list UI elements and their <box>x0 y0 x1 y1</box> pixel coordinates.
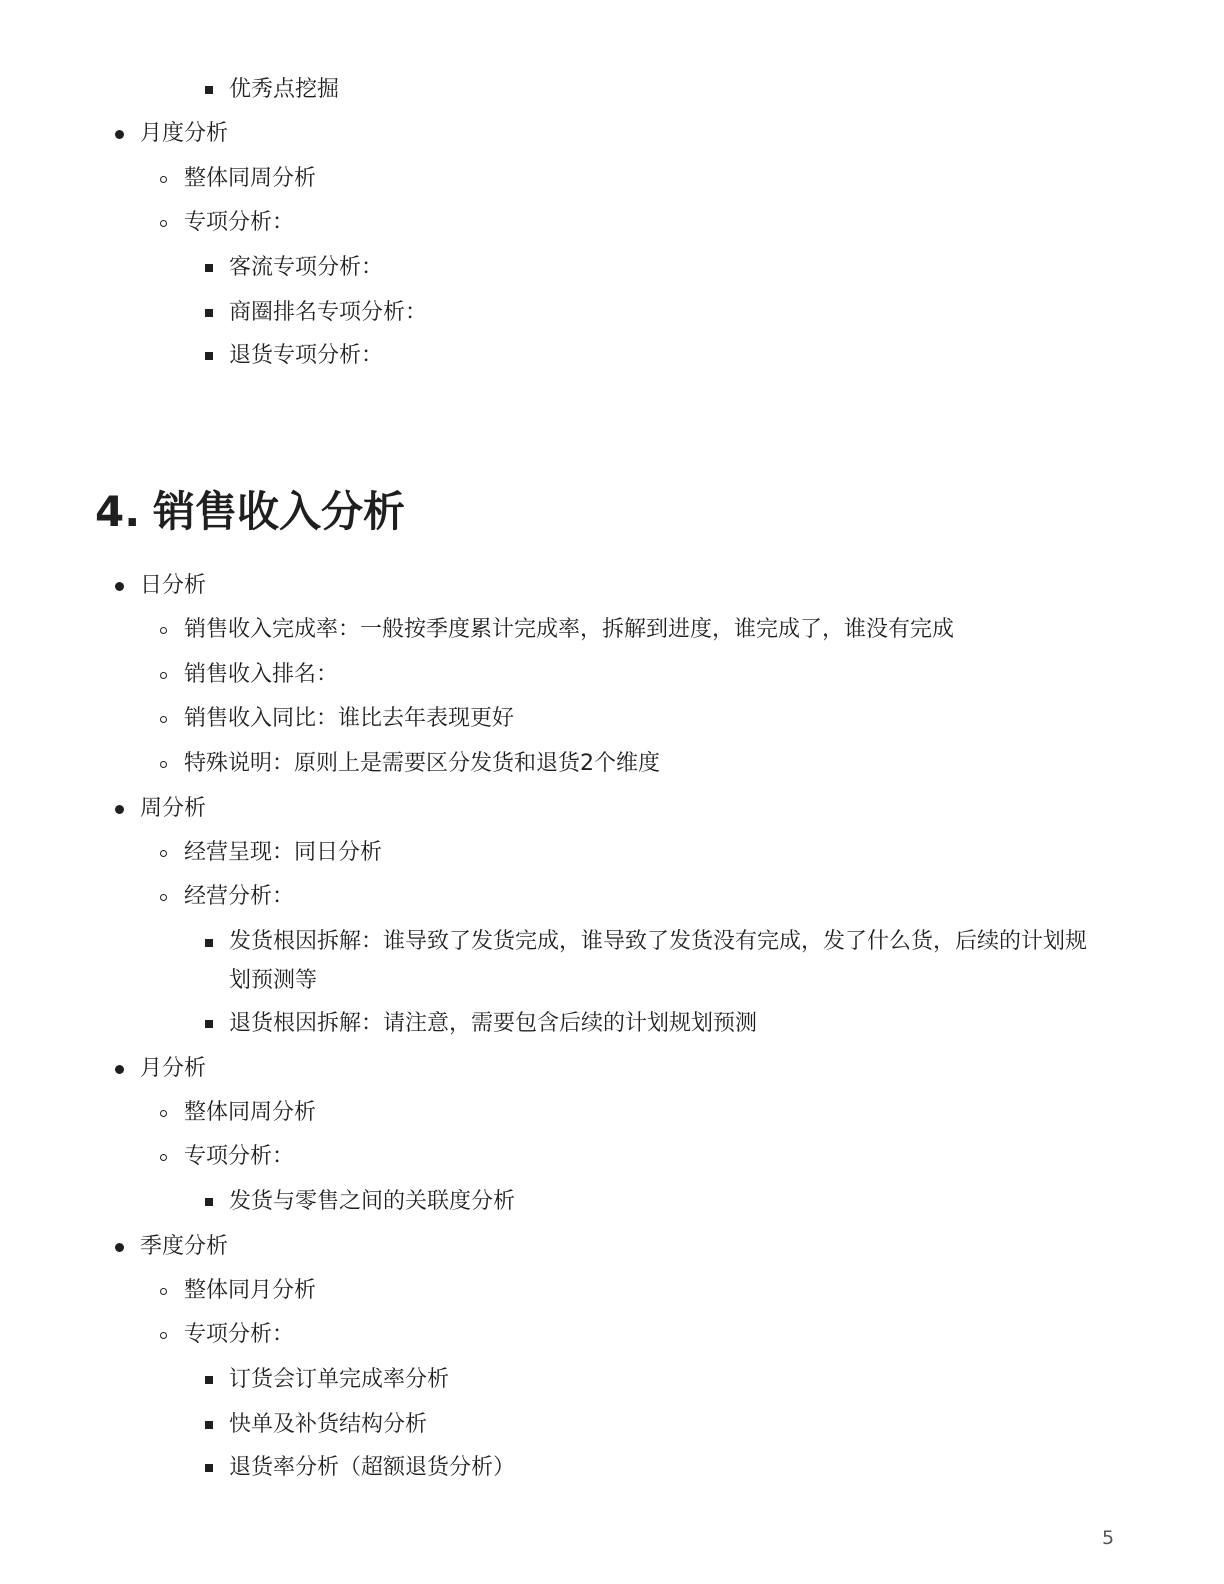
list-item: 专项分析： <box>184 1144 295 1169</box>
square-bullet-icon <box>205 1198 213 1206</box>
list-item: 优秀点挖掘 <box>229 77 340 102</box>
list-item: 退货根因拆解：请注意，需要包含后续的计划规划预测 <box>229 1011 758 1036</box>
list-item: 退货专项分析： <box>229 343 384 368</box>
list-item: 月度分析 <box>140 121 229 146</box>
circle-bullet-icon <box>160 1332 167 1339</box>
list-item-continuation: 划预测等 <box>229 968 318 993</box>
disc-bullet-icon <box>115 130 124 139</box>
list-item: 订货会订单完成率分析 <box>229 1367 450 1392</box>
circle-bullet-icon <box>160 1110 167 1117</box>
list-item: 月分析 <box>140 1056 207 1081</box>
list-item: 退货率分析（超额退货分析） <box>229 1455 516 1480</box>
list-item: 销售收入完成率：一般按季度累计完成率，拆解到进度，谁完成了，谁没有完成 <box>184 617 955 642</box>
list-item: 发货与零售之间的关联度分析 <box>229 1189 516 1214</box>
square-bullet-icon <box>205 939 213 947</box>
list-item: 发货根因拆解：谁导致了发货完成，谁导致了发货没有完成，发了什么货，后续的计划规 <box>229 929 1088 954</box>
list-item: 周分析 <box>140 796 207 821</box>
circle-bullet-icon <box>160 627 167 634</box>
list-item: 季度分析 <box>140 1234 229 1259</box>
circle-bullet-icon <box>160 1288 167 1295</box>
square-bullet-icon <box>205 352 213 360</box>
disc-bullet-icon <box>115 582 124 591</box>
square-bullet-icon <box>205 264 213 272</box>
page-number: 5 <box>1102 1527 1115 1549</box>
section-number: 4. <box>95 487 141 536</box>
square-bullet-icon <box>205 309 213 317</box>
list-item: 快单及补货结构分析 <box>229 1412 428 1437</box>
list-item: 客流专项分析： <box>229 255 384 280</box>
list-item: 销售收入同比：谁比去年表现更好 <box>184 706 515 731</box>
list-item: 特殊说明：原则上是需要区分发货和退货2个维度 <box>184 751 660 776</box>
circle-bullet-icon <box>160 850 167 857</box>
circle-bullet-icon <box>160 1154 167 1161</box>
list-item: 销售收入排名： <box>184 662 339 687</box>
square-bullet-icon <box>205 1376 213 1384</box>
list-item: 专项分析： <box>184 210 295 235</box>
circle-bullet-icon <box>160 672 167 679</box>
circle-bullet-icon <box>160 176 167 183</box>
square-bullet-icon <box>205 1464 213 1472</box>
square-bullet-icon <box>205 1421 213 1429</box>
disc-bullet-icon <box>115 1243 124 1252</box>
list-item: 专项分析： <box>184 1322 295 1347</box>
section-title: 销售收入分析 <box>153 487 406 536</box>
list-item: 整体同周分析 <box>184 1100 317 1125</box>
section-heading <box>95 484 405 540</box>
list-item: 日分析 <box>140 573 207 598</box>
circle-bullet-icon <box>160 761 167 768</box>
circle-bullet-icon <box>160 220 167 227</box>
list-item: 整体同月分析 <box>184 1278 317 1303</box>
disc-bullet-icon <box>115 1065 124 1074</box>
circle-bullet-icon <box>160 716 167 723</box>
list-item: 整体同周分析 <box>184 166 317 191</box>
square-bullet-icon <box>205 86 213 94</box>
list-item: 经营呈现：同日分析 <box>184 840 383 865</box>
list-item: 商圈排名专项分析： <box>229 300 428 325</box>
list-item: 经营分析： <box>184 884 295 909</box>
square-bullet-icon <box>205 1020 213 1028</box>
disc-bullet-icon <box>115 805 124 814</box>
circle-bullet-icon <box>160 894 167 901</box>
